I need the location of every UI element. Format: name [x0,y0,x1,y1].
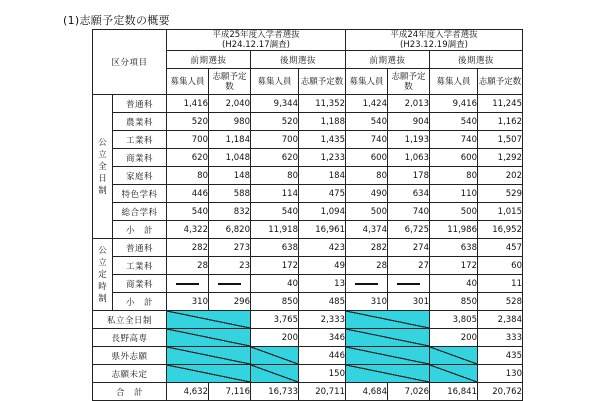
cell-value: 1,048 [209,149,251,167]
cell-value: 600 [346,149,388,167]
cell-value: 832 [209,203,251,221]
cell-value: 540 [346,113,388,131]
cell-value: 23 [209,257,251,275]
cell-value: 638 [430,239,478,257]
cell-value: 1,193 [388,131,430,149]
row-label: 商業科 [113,275,167,293]
cell-value: 178 [388,167,430,185]
cell-value: 1,063 [388,149,430,167]
cell-value: 80 [430,167,478,185]
total-value: 16,733 [251,383,299,401]
cell-value: 1,435 [299,131,346,149]
cell-value: 740 [346,131,388,149]
cell-value: 28 [346,257,388,275]
row-label: 志願未定 [93,365,167,383]
table-row [93,293,523,311]
table-row [93,365,523,383]
cell-value: 274 [388,239,430,257]
capacity-header: 募集人員 [430,69,478,95]
table-row [93,275,523,293]
cell-value: 588 [209,185,251,203]
row-label: 家庭科 [113,167,167,185]
cell-value: 301 [388,293,430,311]
row-label: 工業科 [113,257,167,275]
category-header: 区分項目 [93,30,167,95]
cell-value: 16,961 [299,221,346,239]
cell-value: 1,162 [478,113,523,131]
cell-value: 620 [167,149,209,167]
total-value: 16,841 [430,383,478,401]
table-row [93,239,523,257]
cell-value: 3,765 [251,311,299,329]
table-row [93,149,523,167]
row-label: 県外志願 [93,347,167,365]
cell-value: 9,344 [251,95,299,113]
total-label: 合 計 [93,383,167,401]
cell-value: 346 [299,329,346,347]
cell-value: 130 [478,365,523,383]
h24-header [346,30,523,51]
cell-value: 114 [251,185,299,203]
cell-value: 485 [299,293,346,311]
fulltime-group-label [93,95,113,239]
cell-value: 500 [346,203,388,221]
cell-value: 540 [167,203,209,221]
cell-value: 11,245 [478,95,523,113]
cell-value: 540 [251,203,299,221]
cell-value: 850 [430,293,478,311]
cell-value: 27 [388,257,430,275]
cell-value: 200 [430,329,478,347]
cell-value: 80 [167,167,209,185]
cell-value: 282 [167,239,209,257]
cell-value: 184 [299,167,346,185]
empty-dash-cell [167,275,209,293]
section-title: (1)志願予定数の概要 [63,14,170,27]
h25-title: 平成25年度入学者選抜 [212,30,300,40]
cell-value: 150 [299,365,346,383]
total-value: 7,026 [388,383,430,401]
total-value: 4,684 [346,383,388,401]
cell-value: 282 [346,239,388,257]
cell-value: 1,233 [299,149,346,167]
cell-value: 49 [299,257,346,275]
applicant-summary-table [92,29,523,401]
applicants-header: 志願予定数 [299,69,346,95]
table-row [93,203,523,221]
cell-value: 40 [251,275,299,293]
cell-value: 490 [346,185,388,203]
cell-value: 3,805 [430,311,478,329]
parttime-group-text: 公立定時制 [98,245,107,304]
hatched-cell [346,329,430,347]
table-row [93,131,523,149]
cell-value: 700 [251,131,299,149]
total-value: 7,116 [209,383,251,401]
cell-value: 500 [430,203,478,221]
cell-value: 28 [167,257,209,275]
total-value: 20,762 [478,383,523,401]
cell-value: 1,416 [167,95,209,113]
table-row [93,257,523,275]
row-label: 特色学科 [113,185,167,203]
cell-value: 600 [430,149,478,167]
row-label: 小 計 [113,221,167,239]
cell-value: 2,013 [388,95,430,113]
cell-value: 520 [251,113,299,131]
table-row [93,221,523,239]
hatched-cell [251,347,299,365]
cell-value: 446 [167,185,209,203]
cell-value: 172 [430,257,478,275]
cell-value: 638 [251,239,299,257]
cell-value: 4,374 [346,221,388,239]
cell-value: 540 [430,113,478,131]
cell-value: 980 [209,113,251,131]
cell-value: 435 [478,347,523,365]
applicants-header: 志願予定数 [388,69,430,95]
cell-value: 13 [299,275,346,293]
cell-value: 1,184 [209,131,251,149]
cell-value: 80 [251,167,299,185]
hatched-cell [167,347,251,365]
row-label: 総合学科 [113,203,167,221]
cell-value: 1,292 [478,149,523,167]
cell-value: 4,322 [167,221,209,239]
cell-value: 11,918 [251,221,299,239]
hatched-cell [346,365,430,383]
capacity-header: 募集人員 [251,69,299,95]
table-row [93,113,523,131]
h24-title: 平成24年度入学者選抜 [390,30,478,40]
empty-dash-cell [209,275,251,293]
cell-value: 475 [299,185,346,203]
row-label: 工業科 [113,131,167,149]
cell-value: 1,094 [299,203,346,221]
table-row [93,167,523,185]
fulltime-group-text: 公立全日制 [98,137,107,196]
table-row [93,185,523,203]
cell-value: 296 [209,293,251,311]
cell-value: 40 [430,275,478,293]
cell-value: 1,424 [346,95,388,113]
cell-value: 850 [251,293,299,311]
applicants-header: 志願予定数 [478,69,523,95]
cell-value: 1,507 [478,131,523,149]
cell-value: 310 [346,293,388,311]
cell-value: 1,015 [478,203,523,221]
total-row [93,383,523,401]
capacity-header: 募集人員 [167,69,209,95]
cell-value: 2,040 [209,95,251,113]
cell-value: 11,986 [430,221,478,239]
cell-value: 11,352 [299,95,346,113]
cell-value: 200 [251,329,299,347]
cell-value: 634 [388,185,430,203]
cell-value: 529 [478,185,523,203]
cell-value: 310 [167,293,209,311]
cell-value: 172 [251,257,299,275]
cell-value: 528 [478,293,523,311]
cell-value: 273 [209,239,251,257]
cell-value: 110 [430,185,478,203]
cell-value: 80 [346,167,388,185]
row-label: 商業科 [113,149,167,167]
row-label: 普通科 [113,239,167,257]
cell-value: 700 [167,131,209,149]
row-label: 普通科 [113,95,167,113]
hatched-cell [167,365,251,383]
empty-dash-cell [388,275,430,293]
cell-value: 620 [251,149,299,167]
row-label: 農業科 [113,113,167,131]
hatched-cell [430,347,478,365]
h25-early-header: 前期選抜 [167,51,251,69]
cell-value: 202 [478,167,523,185]
h24-early-header: 前期選抜 [346,51,430,69]
cell-value: 1,188 [299,113,346,131]
cell-value: 148 [209,167,251,185]
cell-value: 740 [430,131,478,149]
table-row [93,95,523,113]
cell-value: 423 [299,239,346,257]
cell-value: 9,416 [430,95,478,113]
table-row [93,347,523,365]
cell-value: 2,333 [299,311,346,329]
row-label: 小 計 [113,293,167,311]
cell-value: 11 [478,275,523,293]
cell-value: 333 [478,329,523,347]
h25-survey-date: (H24.12.17調査) [222,40,290,50]
total-value: 20,711 [299,383,346,401]
h25-header [167,30,346,51]
cell-value: 60 [478,257,523,275]
hatched-cell [167,329,251,347]
table-row [93,311,523,329]
cell-value: 16,952 [478,221,523,239]
table-row [93,329,523,347]
cell-value: 6,725 [388,221,430,239]
cell-value: 6,820 [209,221,251,239]
hatched-cell [346,347,430,365]
hatched-cell [251,365,299,383]
total-value: 4,632 [167,383,209,401]
cell-value: 740 [388,203,430,221]
cell-value: 520 [167,113,209,131]
row-label: 私立全日制 [93,311,167,329]
h25-late-header: 後期選抜 [251,51,346,69]
cell-value: 457 [478,239,523,257]
row-label: 長野高専 [93,329,167,347]
capacity-header: 募集人員 [346,69,388,95]
cell-value: 2,384 [478,311,523,329]
cell-value: 904 [388,113,430,131]
cell-value: 446 [299,347,346,365]
h24-survey-date: (H23.12.19調査) [400,40,468,50]
parttime-group-label [93,239,113,311]
h24-late-header: 後期選抜 [430,51,523,69]
applicants-header: 志願予定数 [209,69,251,95]
hatched-cell [346,311,430,329]
hatched-cell [430,365,478,383]
empty-dash-cell [346,275,388,293]
hatched-cell [167,311,251,329]
